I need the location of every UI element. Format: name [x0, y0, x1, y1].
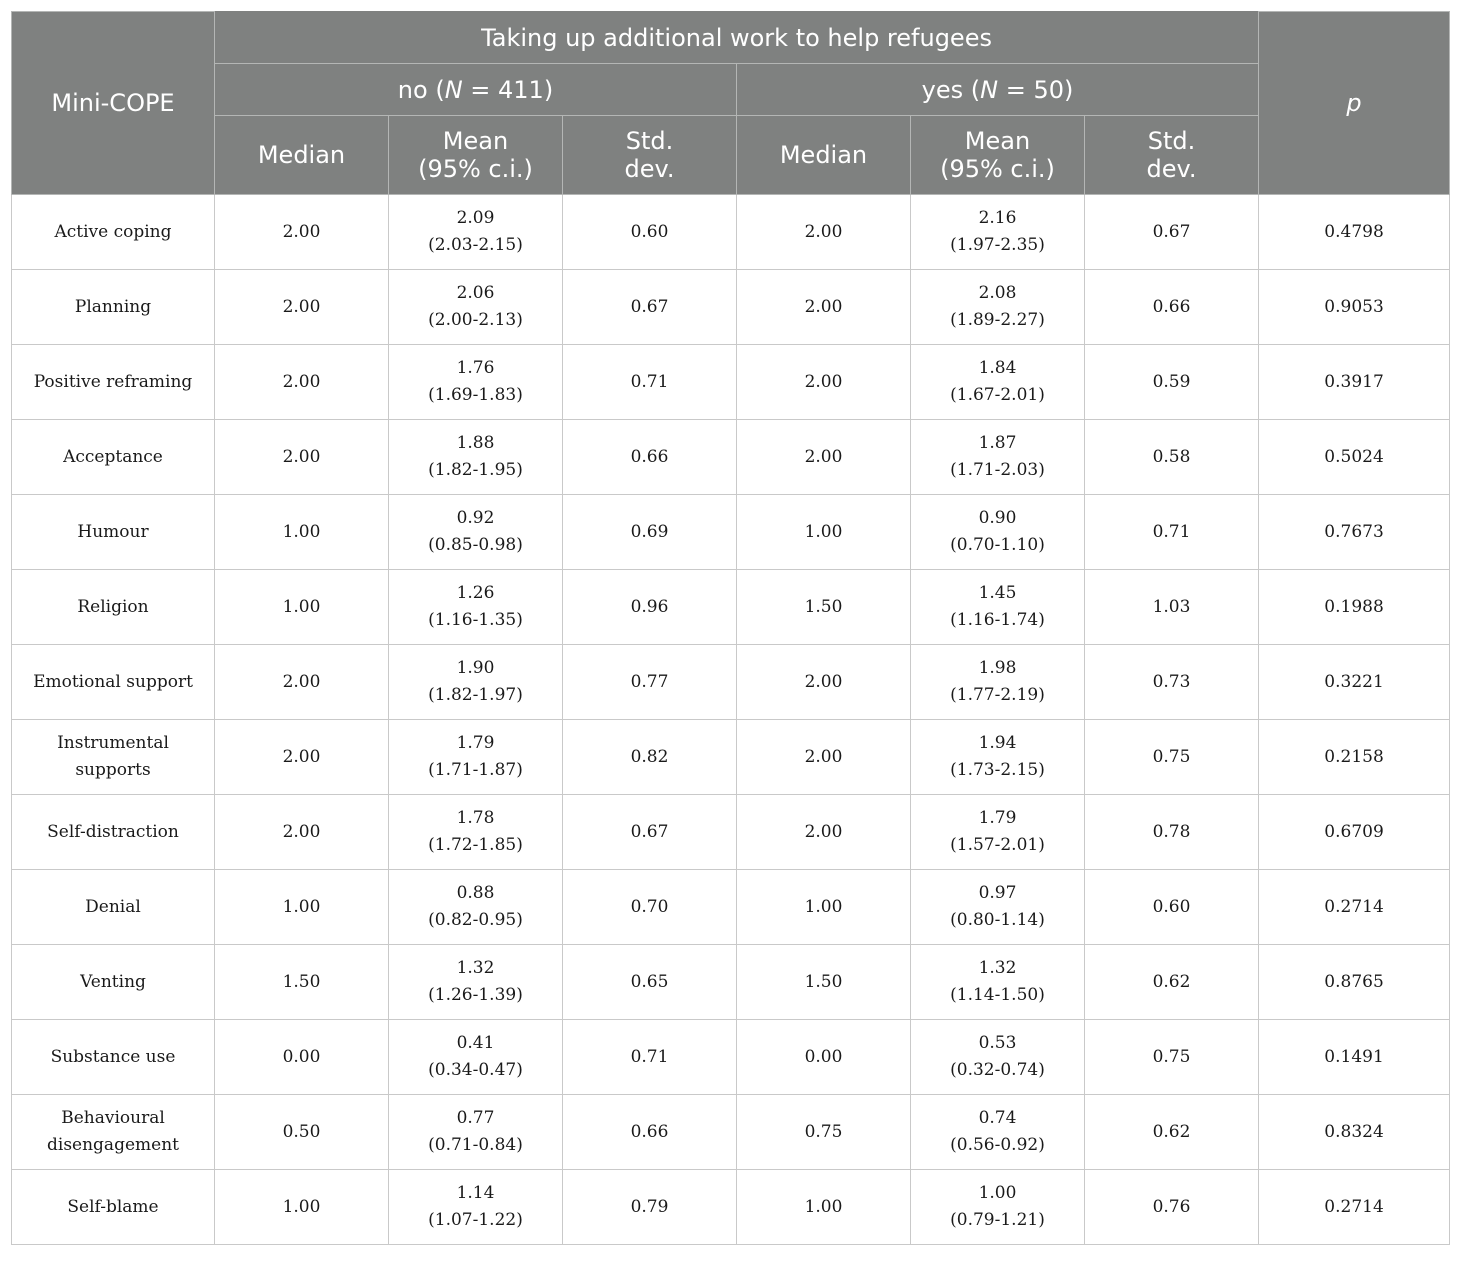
- std-yes-cell: 0.71: [1085, 495, 1259, 570]
- mean-ci-value: (0.82-0.95): [428, 910, 523, 930]
- std-header-yes: [1085, 116, 1259, 195]
- table-row: [12, 195, 1450, 270]
- mean-value: 2.16: [978, 208, 1017, 228]
- p-value-cell: 0.2158: [1259, 720, 1450, 795]
- mean-value: 1.00: [978, 1183, 1017, 1203]
- median-no-cell: 2.00: [215, 795, 389, 870]
- std-yes-cell: 0.75: [1085, 720, 1259, 795]
- table-body: [12, 195, 1450, 1245]
- mean-value: 0.77: [456, 1108, 495, 1128]
- mean-value: 1.78: [456, 808, 495, 828]
- median-yes-cell: 2.00: [737, 345, 911, 420]
- row-label-cell: Humour: [12, 495, 215, 570]
- mean-ci-value: (2.00-2.13): [428, 310, 523, 330]
- mean-ci-value: (1.82-1.95): [428, 460, 523, 480]
- median-no-cell: 1.00: [215, 1170, 389, 1245]
- median-header-yes: Median: [737, 116, 911, 195]
- mean-value: 1.88: [456, 433, 495, 453]
- mean-yes-cell: [911, 420, 1085, 495]
- std-no-cell: 0.79: [563, 1170, 737, 1245]
- mean-value: 0.97: [978, 883, 1017, 903]
- mean-value: 1.26: [456, 583, 495, 603]
- median-yes-cell: 1.00: [737, 495, 911, 570]
- mean-ci-value: (1.26-1.39): [428, 985, 523, 1005]
- median-yes-cell: 2.00: [737, 195, 911, 270]
- mean-value: 1.32: [978, 958, 1017, 978]
- median-yes-cell: 2.00: [737, 645, 911, 720]
- row-label-cell: Planning: [12, 270, 215, 345]
- mean-ci-value: (1.72-1.85): [428, 835, 523, 855]
- row-label-cell: Acceptance: [12, 420, 215, 495]
- mean-yes-cell: [911, 945, 1085, 1020]
- mean-no-cell: [389, 1020, 563, 1095]
- row-label-cell: Instrumental supports: [12, 720, 215, 795]
- median-yes-cell: 2.00: [737, 270, 911, 345]
- mean-yes-cell: [911, 645, 1085, 720]
- group-yes-n-symbol: N: [980, 75, 999, 104]
- mean-no-cell: [389, 645, 563, 720]
- mean-yes-cell: [911, 495, 1085, 570]
- group-no-prefix: no (: [397, 75, 445, 104]
- p-value-cell: 0.1988: [1259, 570, 1450, 645]
- median-yes-cell: 1.50: [737, 570, 911, 645]
- table-row: [12, 1095, 1450, 1170]
- table-row: [12, 345, 1450, 420]
- mean-header-line2: (95% c.i.): [940, 155, 1055, 183]
- mean-ci-value: (1.89-2.27): [950, 310, 1045, 330]
- mean-yes-cell: [911, 1170, 1085, 1245]
- mean-ci-value: (1.82-1.97): [428, 685, 523, 705]
- mean-value: 2.08: [978, 283, 1017, 303]
- mean-no-cell: [389, 870, 563, 945]
- p-value-cell: 0.5024: [1259, 420, 1450, 495]
- median-no-cell: 2.00: [215, 420, 389, 495]
- row-label-cell: Self-distraction: [12, 795, 215, 870]
- std-yes-cell: 0.66: [1085, 270, 1259, 345]
- std-no-cell: 0.82: [563, 720, 737, 795]
- p-value-cell: 0.3917: [1259, 345, 1450, 420]
- p-value-cell: 0.7673: [1259, 495, 1450, 570]
- mean-value: 0.90: [978, 508, 1017, 528]
- mean-yes-cell: [911, 720, 1085, 795]
- mean-value: 0.74: [978, 1108, 1017, 1128]
- std-yes-cell: 0.58: [1085, 420, 1259, 495]
- mean-value: 1.87: [978, 433, 1017, 453]
- group-no-suffix: = 411): [462, 75, 554, 104]
- mean-no-cell: [389, 420, 563, 495]
- mean-no-cell: [389, 1170, 563, 1245]
- median-yes-cell: 2.00: [737, 720, 911, 795]
- mean-ci-value: (0.79-1.21): [950, 1210, 1045, 1230]
- p-value-cell: 0.2714: [1259, 1170, 1450, 1245]
- std-yes-cell: 0.75: [1085, 1020, 1259, 1095]
- std-no-cell: 0.67: [563, 795, 737, 870]
- std-yes-cell: 1.03: [1085, 570, 1259, 645]
- mean-ci-value: (0.85-0.98): [428, 535, 523, 555]
- mean-no-cell: [389, 570, 563, 645]
- std-no-cell: 0.67: [563, 270, 737, 345]
- mean-ci-value: (0.80-1.14): [950, 910, 1045, 930]
- mean-no-cell: [389, 945, 563, 1020]
- row-label-cell: Positive reframing: [12, 345, 215, 420]
- median-yes-cell: 0.00: [737, 1020, 911, 1095]
- std-yes-cell: 0.59: [1085, 345, 1259, 420]
- median-no-cell: 1.00: [215, 570, 389, 645]
- mean-value: 1.79: [978, 808, 1017, 828]
- mean-value: 1.90: [456, 658, 495, 678]
- median-no-cell: 2.00: [215, 720, 389, 795]
- median-header-no: Median: [215, 116, 389, 195]
- mean-ci-value: (1.07-1.22): [428, 1210, 523, 1230]
- mean-value: 0.92: [456, 508, 495, 528]
- std-header-line1: Std.: [1147, 127, 1196, 155]
- mean-header-line1: Mean: [964, 127, 1031, 155]
- mini-cope-table: [11, 11, 1450, 1245]
- mean-ci-value: (0.70-1.10): [950, 535, 1045, 555]
- mean-no-cell: [389, 345, 563, 420]
- mean-ci-value: (1.16-1.35): [428, 610, 523, 630]
- row-label-cell: Substance use: [12, 1020, 215, 1095]
- mean-no-cell: [389, 495, 563, 570]
- group-yes-header: [737, 64, 1259, 116]
- std-yes-cell: 0.78: [1085, 795, 1259, 870]
- median-no-cell: 2.00: [215, 270, 389, 345]
- mean-yes-cell: [911, 870, 1085, 945]
- std-yes-cell: 0.67: [1085, 195, 1259, 270]
- std-header-line1: Std.: [625, 127, 674, 155]
- mean-ci-value: (0.71-0.84): [428, 1135, 523, 1155]
- row-label-cell: Denial: [12, 870, 215, 945]
- std-no-cell: 0.66: [563, 420, 737, 495]
- std-yes-cell: 0.76: [1085, 1170, 1259, 1245]
- row-label-cell: Behavioural disengagement: [12, 1095, 215, 1170]
- group-yes-prefix: yes (: [921, 75, 981, 104]
- std-no-cell: 0.65: [563, 945, 737, 1020]
- row-label-cell: Self-blame: [12, 1170, 215, 1245]
- mean-ci-value: (1.73-2.15): [950, 760, 1045, 780]
- group-no-header: [215, 64, 737, 116]
- median-yes-cell: 1.00: [737, 1170, 911, 1245]
- mean-value: 2.06: [456, 283, 495, 303]
- mean-ci-value: (0.34-0.47): [428, 1060, 523, 1080]
- mean-value: 1.32: [456, 958, 495, 978]
- median-yes-cell: 2.00: [737, 420, 911, 495]
- mean-header-line1: Mean: [442, 127, 509, 155]
- table-row: [12, 645, 1450, 720]
- p-value-cell: 0.4798: [1259, 195, 1450, 270]
- mean-value: 1.14: [456, 1183, 495, 1203]
- std-no-cell: 0.71: [563, 345, 737, 420]
- std-yes-cell: 0.73: [1085, 645, 1259, 720]
- median-no-cell: 1.50: [215, 945, 389, 1020]
- mean-no-cell: [389, 270, 563, 345]
- mean-yes-cell: [911, 795, 1085, 870]
- mean-value: 0.88: [456, 883, 495, 903]
- table-row: [12, 945, 1450, 1020]
- mean-value: 1.45: [978, 583, 1017, 603]
- std-header-line2: dev.: [624, 155, 675, 183]
- p-value-cell: 0.9053: [1259, 270, 1450, 345]
- mean-yes-cell: [911, 345, 1085, 420]
- group-yes-suffix: = 50): [998, 75, 1074, 104]
- mean-ci-value: (1.71-2.03): [950, 460, 1045, 480]
- p-label: p: [1346, 89, 1362, 117]
- table-row: [12, 420, 1450, 495]
- std-no-cell: 0.66: [563, 1095, 737, 1170]
- table-row: [12, 570, 1450, 645]
- p-value-cell: 0.1491: [1259, 1020, 1450, 1095]
- p-value-header: [1259, 12, 1450, 195]
- table-row: [12, 270, 1450, 345]
- std-no-cell: 0.60: [563, 195, 737, 270]
- median-no-cell: 2.00: [215, 645, 389, 720]
- median-yes-cell: 2.00: [737, 795, 911, 870]
- row-label-cell: Active coping: [12, 195, 215, 270]
- p-value-cell: 0.8765: [1259, 945, 1450, 1020]
- std-header-line2: dev.: [1146, 155, 1197, 183]
- mean-value: 2.09: [456, 208, 495, 228]
- p-value-cell: 0.8324: [1259, 1095, 1450, 1170]
- median-no-cell: 1.00: [215, 495, 389, 570]
- median-yes-cell: 0.75: [737, 1095, 911, 1170]
- mean-ci-value: (1.69-1.83): [428, 385, 523, 405]
- mean-yes-cell: [911, 1020, 1085, 1095]
- table-row: [12, 1020, 1450, 1095]
- std-no-cell: 0.71: [563, 1020, 737, 1095]
- mean-yes-cell: [911, 195, 1085, 270]
- mean-value: 1.84: [978, 358, 1017, 378]
- mean-ci-value: (1.67-2.01): [950, 385, 1045, 405]
- p-value-cell: 0.6709: [1259, 795, 1450, 870]
- std-yes-cell: 0.60: [1085, 870, 1259, 945]
- std-no-cell: 0.77: [563, 645, 737, 720]
- table-row: [12, 495, 1450, 570]
- mean-value: 0.41: [456, 1033, 495, 1053]
- mean-no-cell: [389, 720, 563, 795]
- mean-value: 1.79: [456, 733, 495, 753]
- mean-ci-value: (1.71-1.87): [428, 760, 523, 780]
- table-row: [12, 720, 1450, 795]
- mean-ci-value: (0.32-0.74): [950, 1060, 1045, 1080]
- mean-yes-cell: [911, 570, 1085, 645]
- mean-value: 1.94: [978, 733, 1017, 753]
- p-value-cell: 0.2714: [1259, 870, 1450, 945]
- std-no-cell: 0.70: [563, 870, 737, 945]
- median-yes-cell: 1.00: [737, 870, 911, 945]
- std-yes-cell: 0.62: [1085, 1095, 1259, 1170]
- table-row: [12, 870, 1450, 945]
- median-no-cell: 0.00: [215, 1020, 389, 1095]
- group-no-n-symbol: N: [444, 75, 463, 104]
- std-yes-cell: 0.62: [1085, 945, 1259, 1020]
- mean-ci-value: (1.77-2.19): [950, 685, 1045, 705]
- mean-value: 1.98: [978, 658, 1017, 678]
- mean-ci-value: (1.16-1.74): [950, 610, 1045, 630]
- mean-ci-value: (0.56-0.92): [950, 1135, 1045, 1155]
- mean-yes-cell: [911, 1095, 1085, 1170]
- row-label-header: Mini-COPE: [12, 12, 215, 195]
- mean-ci-value: (1.57-2.01): [950, 835, 1045, 855]
- median-no-cell: 2.00: [215, 195, 389, 270]
- mean-header-yes: [911, 116, 1085, 195]
- mean-ci-value: (1.97-2.35): [950, 235, 1045, 255]
- table-container: [11, 11, 1450, 1245]
- table-row: [12, 1170, 1450, 1245]
- mean-value: 1.76: [456, 358, 495, 378]
- table-header: [12, 12, 1450, 195]
- mean-value: 0.53: [978, 1033, 1017, 1053]
- mean-ci-value: (1.14-1.50): [950, 985, 1045, 1005]
- row-label-cell: Emotional support: [12, 645, 215, 720]
- mean-header-no: [389, 116, 563, 195]
- p-value-cell: 0.3221: [1259, 645, 1450, 720]
- group-title-header: Taking up additional work to help refugees: [215, 12, 1259, 64]
- row-label-cell: Venting: [12, 945, 215, 1020]
- median-no-cell: 1.00: [215, 870, 389, 945]
- mean-ci-value: (2.03-2.15): [428, 235, 523, 255]
- table-row: [12, 795, 1450, 870]
- row-label-cell: Religion: [12, 570, 215, 645]
- mean-no-cell: [389, 795, 563, 870]
- mean-no-cell: [389, 1095, 563, 1170]
- std-no-cell: 0.69: [563, 495, 737, 570]
- std-no-cell: 0.96: [563, 570, 737, 645]
- mean-no-cell: [389, 195, 563, 270]
- std-header-no: [563, 116, 737, 195]
- median-no-cell: 2.00: [215, 345, 389, 420]
- median-yes-cell: 1.50: [737, 945, 911, 1020]
- mean-header-line2: (95% c.i.): [418, 155, 533, 183]
- mean-yes-cell: [911, 270, 1085, 345]
- median-no-cell: 0.50: [215, 1095, 389, 1170]
